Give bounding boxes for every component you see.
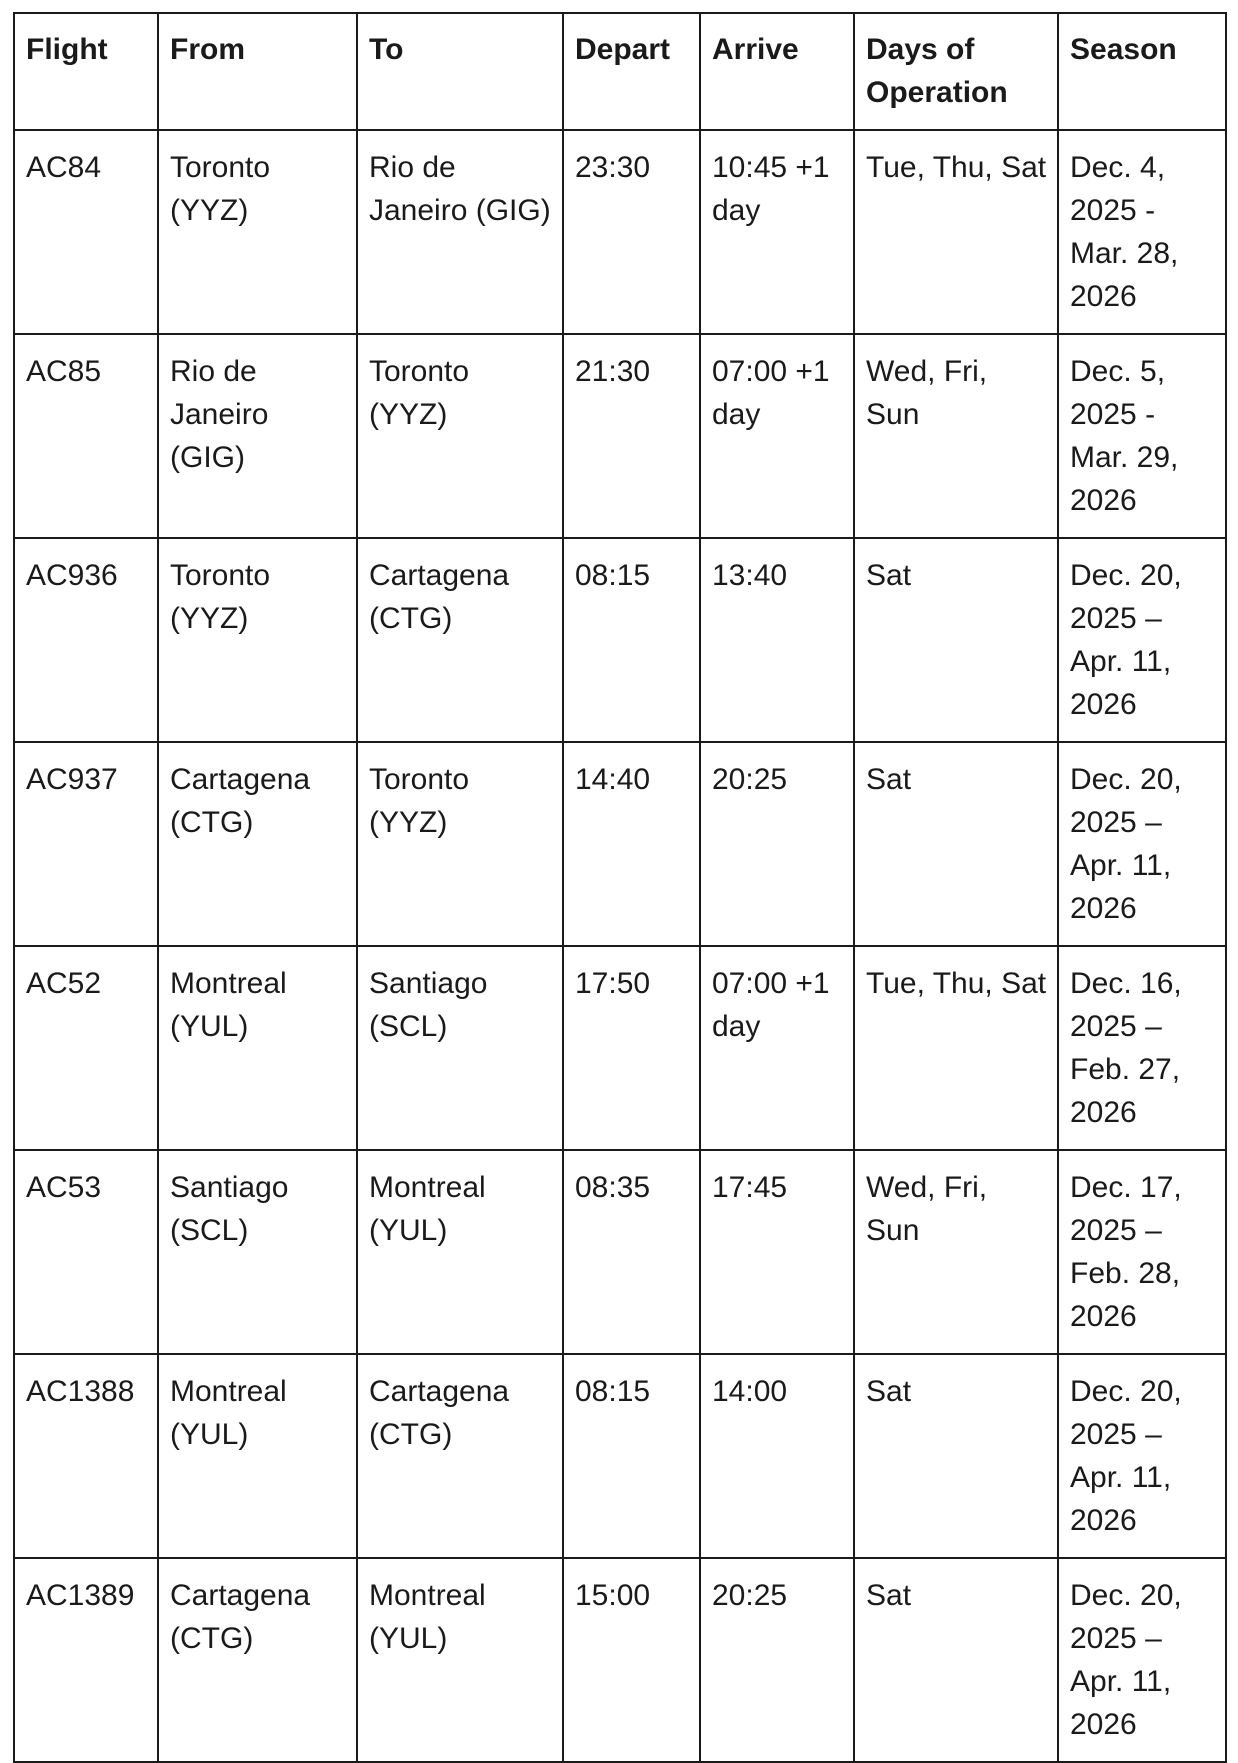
cell-season: Dec. 20, 2025 – Apr. 11, 2026 bbox=[1058, 538, 1226, 742]
cell-days: Tue, Thu, Sat bbox=[854, 946, 1058, 1150]
cell-depart: 08:15 bbox=[563, 1354, 700, 1558]
cell-to: Rio de Janeiro (GIG) bbox=[357, 130, 563, 334]
cell-from: Montreal (YUL) bbox=[158, 946, 357, 1150]
cell-days: Wed, Fri, Sun bbox=[854, 1150, 1058, 1354]
cell-depart: 08:15 bbox=[563, 538, 700, 742]
cell-arrive: 14:00 bbox=[700, 1354, 854, 1558]
table-header-row bbox=[14, 13, 1226, 130]
header-to: To bbox=[357, 13, 563, 130]
table-row bbox=[14, 1354, 1226, 1558]
cell-depart: 14:40 bbox=[563, 742, 700, 946]
cell-depart: 08:35 bbox=[563, 1150, 700, 1354]
cell-depart: 15:00 bbox=[563, 1558, 700, 1762]
cell-days: Sat bbox=[854, 538, 1058, 742]
cell-depart: 21:30 bbox=[563, 334, 700, 538]
table-row bbox=[14, 130, 1226, 334]
cell-to: Cartagena (CTG) bbox=[357, 1354, 563, 1558]
cell-flight: AC936 bbox=[14, 538, 158, 742]
cell-from: Santiago (SCL) bbox=[158, 1150, 357, 1354]
cell-arrive: 20:25 bbox=[700, 742, 854, 946]
cell-season: Dec. 20, 2025 – Apr. 11, 2026 bbox=[1058, 742, 1226, 946]
cell-to: Montreal (YUL) bbox=[357, 1150, 563, 1354]
cell-depart: 23:30 bbox=[563, 130, 700, 334]
header-depart: Depart bbox=[563, 13, 700, 130]
cell-from: Cartagena (CTG) bbox=[158, 742, 357, 946]
cell-from: Toronto (YYZ) bbox=[158, 538, 357, 742]
cell-season: Dec. 17, 2025 – Feb. 28, 2026 bbox=[1058, 1150, 1226, 1354]
cell-days: Sat bbox=[854, 1558, 1058, 1762]
cell-from: Montreal (YUL) bbox=[158, 1354, 357, 1558]
cell-depart: 17:50 bbox=[563, 946, 700, 1150]
cell-flight: AC937 bbox=[14, 742, 158, 946]
cell-season: Dec. 5, 2025 - Mar. 29, 2026 bbox=[1058, 334, 1226, 538]
cell-days: Tue, Thu, Sat bbox=[854, 130, 1058, 334]
table-row bbox=[14, 538, 1226, 742]
header-arrive: Arrive bbox=[700, 13, 854, 130]
cell-arrive: 07:00 +1 day bbox=[700, 334, 854, 538]
table-row bbox=[14, 1558, 1226, 1762]
header-days-of-operation: Days of Operation bbox=[854, 13, 1058, 130]
cell-flight: AC1389 bbox=[14, 1558, 158, 1762]
cell-to: Toronto (YYZ) bbox=[357, 742, 563, 946]
cell-to: Santiago (SCL) bbox=[357, 946, 563, 1150]
cell-flight: AC53 bbox=[14, 1150, 158, 1354]
table-row bbox=[14, 1150, 1226, 1354]
cell-from: Rio de Janeiro (GIG) bbox=[158, 334, 357, 538]
cell-flight: AC52 bbox=[14, 946, 158, 1150]
table-row bbox=[14, 742, 1226, 946]
cell-season: Dec. 16, 2025 – Feb. 27, 2026 bbox=[1058, 946, 1226, 1150]
header-from: From bbox=[158, 13, 357, 130]
cell-arrive: 10:45 +1 day bbox=[700, 130, 854, 334]
table-row bbox=[14, 334, 1226, 538]
cell-from: Toronto (YYZ) bbox=[158, 130, 357, 334]
cell-to: Montreal (YUL) bbox=[357, 1558, 563, 1762]
cell-arrive: 07:00 +1 day bbox=[700, 946, 854, 1150]
table-row bbox=[14, 946, 1226, 1150]
cell-season: Dec. 20, 2025 – Apr. 11, 2026 bbox=[1058, 1354, 1226, 1558]
cell-flight: AC84 bbox=[14, 130, 158, 334]
cell-flight: AC1388 bbox=[14, 1354, 158, 1558]
cell-season: Dec. 20, 2025 – Apr. 11, 2026 bbox=[1058, 1558, 1226, 1762]
cell-flight: AC85 bbox=[14, 334, 158, 538]
cell-arrive: 20:25 bbox=[700, 1558, 854, 1762]
cell-days: Wed, Fri, Sun bbox=[854, 334, 1058, 538]
header-season: Season bbox=[1058, 13, 1226, 130]
cell-arrive: 13:40 bbox=[700, 538, 854, 742]
cell-arrive: 17:45 bbox=[700, 1150, 854, 1354]
cell-days: Sat bbox=[854, 1354, 1058, 1558]
cell-to: Toronto (YYZ) bbox=[357, 334, 563, 538]
header-flight: Flight bbox=[14, 13, 158, 130]
cell-to: Cartagena (CTG) bbox=[357, 538, 563, 742]
flight-schedule-table bbox=[13, 12, 1227, 1763]
cell-season: Dec. 4, 2025 - Mar. 28, 2026 bbox=[1058, 130, 1226, 334]
cell-from: Cartagena (CTG) bbox=[158, 1558, 357, 1762]
cell-days: Sat bbox=[854, 742, 1058, 946]
